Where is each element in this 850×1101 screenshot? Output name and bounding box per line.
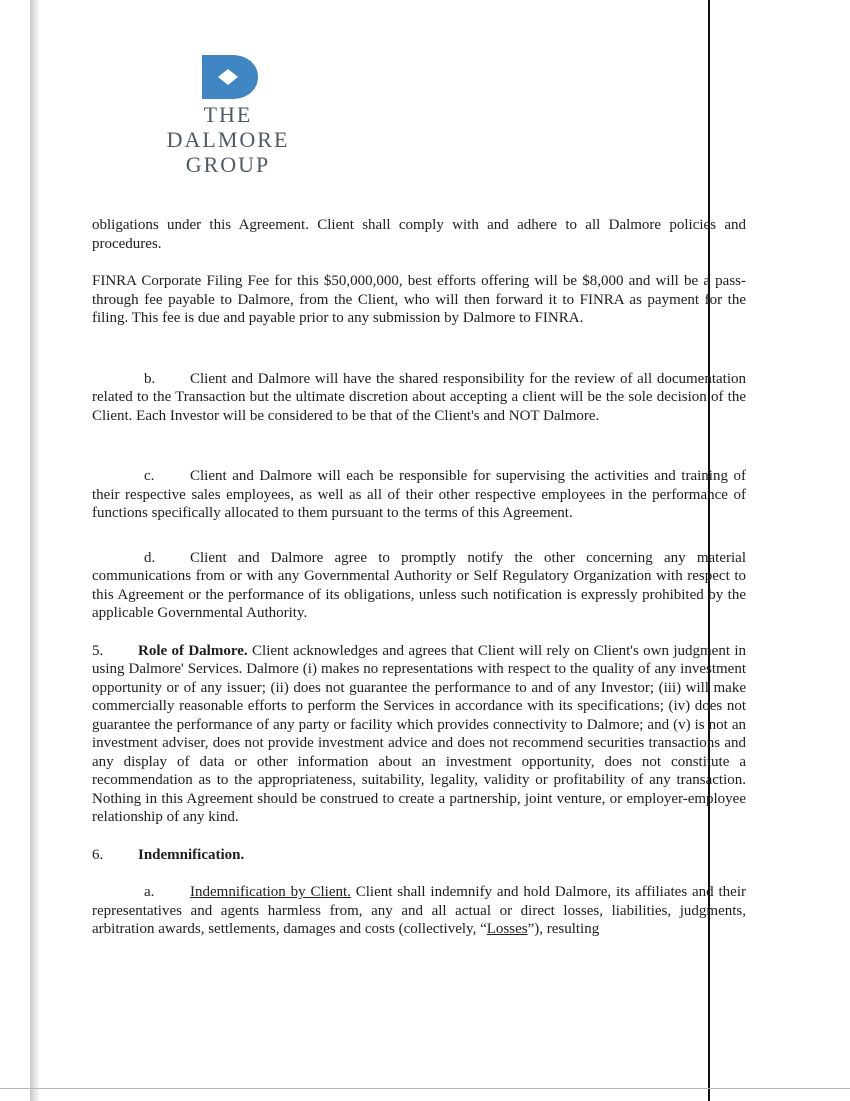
clause-6a-text-2: ”), resulting bbox=[527, 921, 600, 937]
clause-c-marker: c. bbox=[144, 468, 155, 484]
dalmore-d-mark-icon bbox=[202, 55, 258, 99]
page-bottom-edge bbox=[0, 1088, 850, 1089]
section-5 bbox=[92, 642, 746, 827]
clause-c-text: Client and Dalmore will each be responsible for supervising the activities and training of their respective sales employees, as well as all of their other respective employees in the performance of functions specifically allocated to them pursuant to the terms of this Agreement. bbox=[92, 468, 746, 521]
clause-6a-title: Indemnification by Client. bbox=[190, 884, 351, 900]
clause-d-marker: d. bbox=[144, 549, 156, 566]
scanned-page-edge bbox=[30, 0, 39, 1101]
clause-6a-marker: a. bbox=[144, 884, 155, 900]
section-6-number: 6. bbox=[92, 846, 104, 863]
clause-b-text: Client and Dalmore will have the shared responsibility for the review of all documentation related to the Transaction but the ultimate discretion about accepting a client will be the sole decision of the Client. Each Investor will be considered to be that of the Client's and NOT Dalmore. bbox=[92, 370, 746, 424]
clause-d-text: Client and Dalmore agree to promptly notify the other concerning any material communications from or with any Governmental Authority or Self Regulatory Organization with respect to this Agreement or the performance of its obligations, unless such notification is expressly prohibited by the applicable Governmental Authority. bbox=[92, 549, 746, 621]
clause-6a-text-1: Client shall indemnify and hold Dalmore, its affiliates and their representatives and agents harmless from, any and all actual or direct losses, liabilities, judgments, arbitration awards, settlements, damages and costs (collectively, “ bbox=[92, 884, 746, 937]
clause-b bbox=[92, 370, 746, 426]
section-6-title: Indemnification. bbox=[138, 846, 245, 863]
section-5-text: Client acknowledges and agrees that Client will rely on Client's own judgment in using Dalmore' Services. Dalmore (i) makes no representations with respect to the quality of any investment opportunity or of any issuer; (ii) does not guarantee the performance to and of any Investor; (iii) will make commercially reasonable efforts to perform the Services in accordance with its specifications; (iv) does not guarantee the performance of any party or facility which provides connectivity to Dalmore; and (v) is not an investment adviser, does not provide investment advice and does not recommend securities transactions and any display of data or other information about an investment opportunity, does not constitute a recommendation as to the appropriateness, suitability, legality, validity or profitability of any transaction. Nothing in this Agreement should be construed to create a partnership, joint venture, or employer-employee relationship of any kind. bbox=[92, 642, 747, 825]
section-5-title: Role of Dalmore. bbox=[138, 642, 248, 659]
clause-c bbox=[92, 467, 746, 523]
logo-line-group: GROUP bbox=[185, 152, 271, 177]
section-5-number: 5. bbox=[92, 642, 104, 659]
clause-d bbox=[92, 549, 746, 623]
section-6-heading bbox=[92, 846, 746, 865]
logo-line-the: THE bbox=[203, 102, 253, 127]
clause-6a bbox=[92, 883, 746, 939]
defined-term-losses: Losses bbox=[486, 921, 528, 937]
finra-fee-paragraph: FINRA Corporate Filing Fee for this $50,000,000, best efforts offering will be $8,000 and will be a pass- through fee payable to Dalmore, from the Client, who will then forward it to FINRA as payment for the filing. This fee is due and payable prior to any submission by Dalmore to FINRA. bbox=[92, 273, 746, 326]
dalmore-logo bbox=[148, 55, 308, 177]
clause-b-marker: b. bbox=[144, 370, 156, 387]
logo-line-dalmore: DALMORE bbox=[166, 127, 290, 152]
continuation-paragraph: obligations under this Agreement. Client shall comply with and adhere to all Dalmore policies and procedures. bbox=[92, 217, 746, 252]
document-body bbox=[92, 216, 746, 939]
